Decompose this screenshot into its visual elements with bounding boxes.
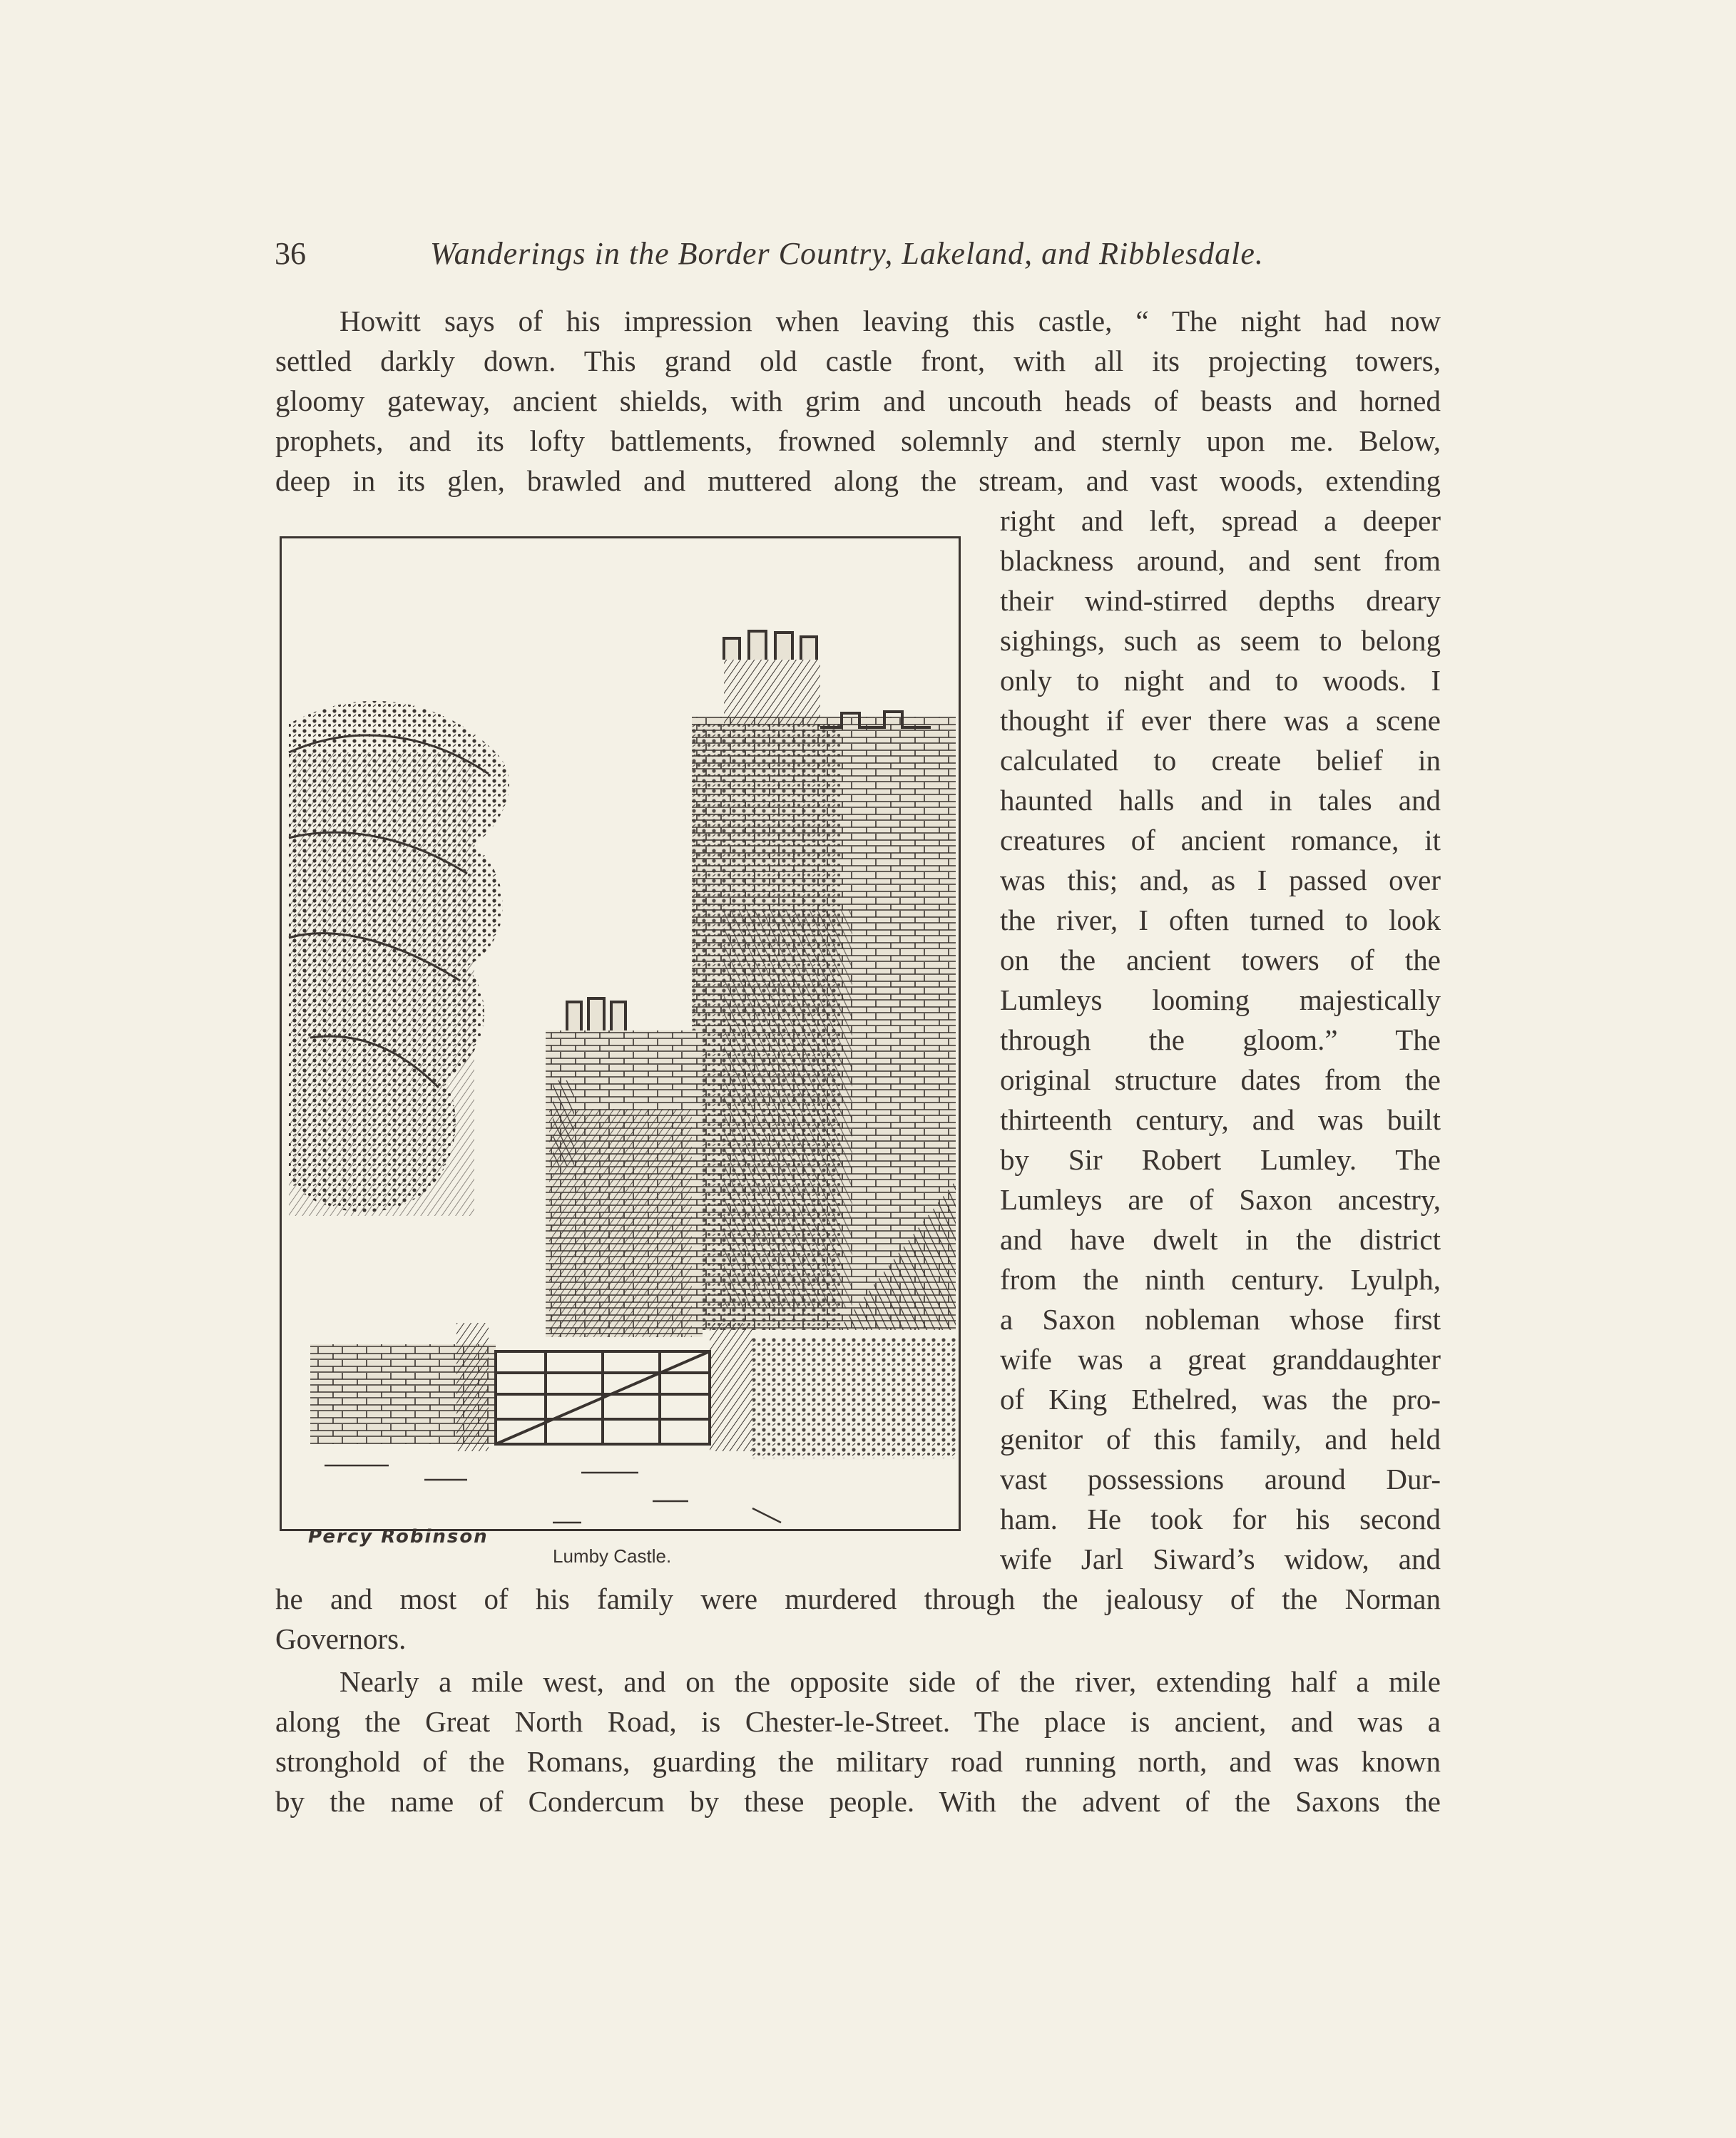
column-line: ham. He took for his second: [1000, 1503, 1441, 1535]
column-line: Lumleys are of Saxon ancestry,: [1000, 1183, 1441, 1216]
text-line: Governors.: [275, 1622, 407, 1655]
column-line: blackness around, and sent from: [1000, 544, 1441, 577]
text-line: he and most of his family were murdered through the jealousy of the Norman: [275, 1582, 1441, 1615]
column-line: from the ninth century. Lyulph,: [1000, 1263, 1441, 1296]
column-line: the river, I often turned to look: [1000, 904, 1441, 936]
running-title: Wanderings in the Border Country, Lakeland, and Ribblesdale.: [430, 236, 1264, 271]
column-line: of King Ethelred, was the pro-: [1000, 1383, 1441, 1416]
text-line: prophets, and its lofty battlements, frowned solemnly and sternly upon me. Below,: [275, 424, 1441, 457]
column-line: wife was a great granddaughter: [1000, 1343, 1441, 1376]
text-line: deep in its glen, brawled and muttered along the stream, and vast woods, extending: [275, 464, 1441, 497]
column-line: only to night and to woods. I: [1000, 664, 1441, 697]
column-line: haunted halls and in tales and: [1000, 784, 1441, 817]
page-header: [275, 235, 1444, 285]
text-line: settled darkly down. This grand old castle front, with all its projecting towers,: [275, 344, 1441, 377]
column-line: was this; and, as I passed over: [1000, 864, 1441, 896]
text-line: by the name of Condercum by these people. With the advent of the Saxons the: [275, 1785, 1441, 1818]
column-line: on the ancient towers of the: [1000, 943, 1441, 976]
column-line: sighings, such as seem to belong: [1000, 624, 1441, 657]
column-line: thought if ever there was a scene: [1000, 704, 1441, 737]
text-line: gloomy gateway, ancient shields, with grim and uncouth heads of beasts and horned: [275, 384, 1441, 417]
column-line: a Saxon nobleman whose first: [1000, 1303, 1441, 1336]
text-line: Nearly a mile west, and on the opposite side of the river, extending half a mile: [339, 1665, 1441, 1698]
illustration-frame: [280, 536, 961, 1531]
castle-illustration: [282, 538, 959, 1529]
column-line: and have dwelt in the district: [1000, 1223, 1441, 1256]
gate: [496, 1351, 710, 1444]
column-line: their wind-stirred depths dreary: [1000, 584, 1441, 617]
column-line: wife Jarl Siward’s widow, and: [1000, 1543, 1441, 1575]
column-line: calculated to create belief in: [1000, 744, 1441, 777]
column-line: thirteenth century, and was built: [1000, 1103, 1441, 1136]
text-line: along the Great North Road, is Chester-le-Street. The place is ancient, and was a: [275, 1705, 1441, 1738]
text-line: stronghold of the Romans, guarding the military road running north, and was known: [275, 1745, 1441, 1778]
column-line: original structure dates from the: [1000, 1063, 1441, 1096]
column-line: through the gloom.” The: [1000, 1023, 1441, 1056]
figure-caption: Lumby Castle.: [553, 1545, 672, 1567]
column-line: right and left, spread a deeper: [1000, 504, 1441, 537]
column-line: by Sir Robert Lumley. The: [1000, 1143, 1441, 1176]
artist-signature: Percy Robinson: [308, 1526, 489, 1548]
column-line: vast possessions around Dur-: [1000, 1463, 1441, 1495]
text-line: Howitt says of his impression when leaving this castle, “ The night had now: [339, 305, 1441, 337]
page-number: 36: [275, 236, 306, 271]
column-line: creatures of ancient romance, it: [1000, 824, 1441, 856]
column-line: Lumleys looming majestically: [1000, 983, 1441, 1016]
column-line: genitor of this family, and held: [1000, 1423, 1441, 1456]
